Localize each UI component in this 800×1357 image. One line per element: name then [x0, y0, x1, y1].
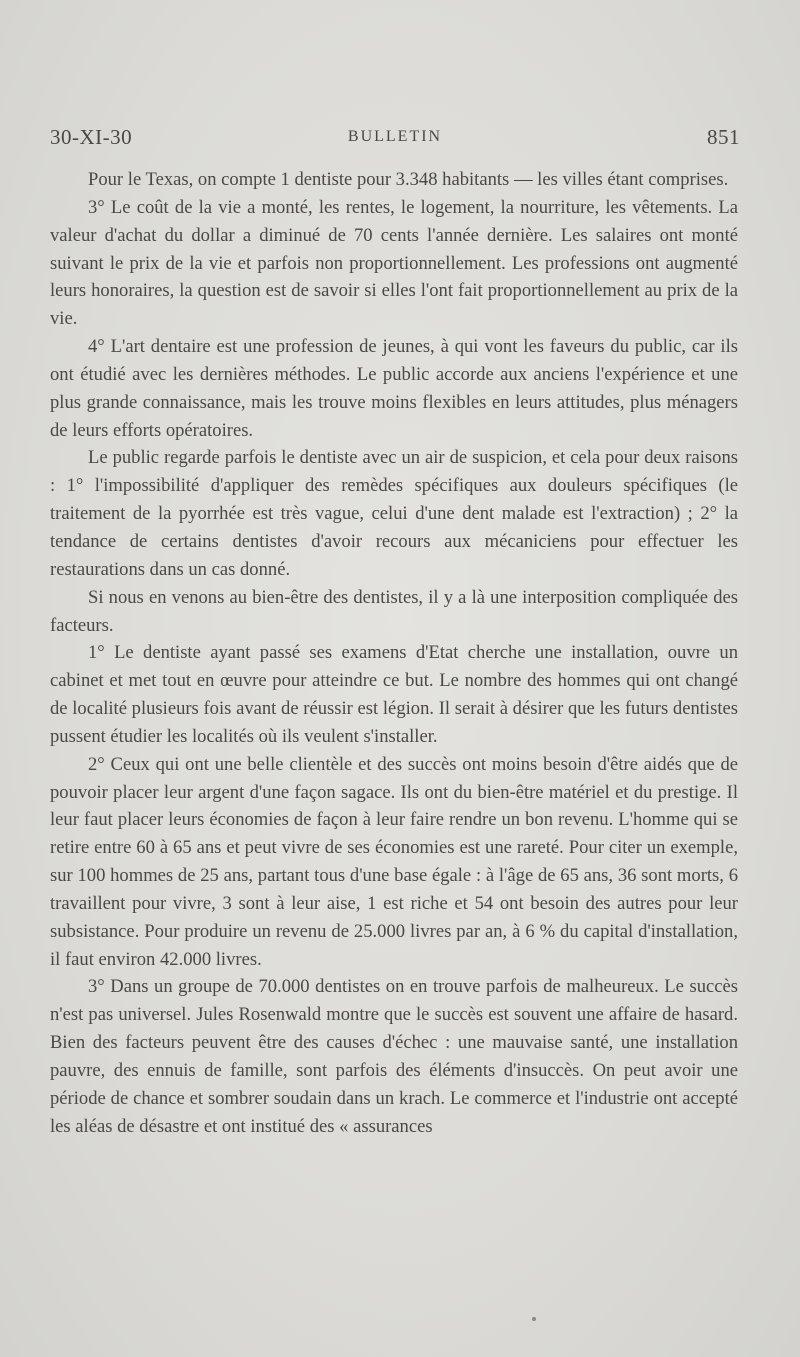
paragraph: 3° Dans un groupe de 70.000 dentistes on en trouve parfois de malheureux. Le succès n'est pas universel. Jules Rosenwald montre que le succès est souvent une affaire de hasard. Bien des facteurs peuvent être des causes d'échec : une mauvaise santé, une installation pauvre, des ennuis de famille, sont parfois des éléments d'insuccès. On peut avoir une période de chance et sombrer soudain dans un krach. Le commerce et l'industrie ont accepté les aléas de désastre et ont institué des « assurances — [50, 976, 738, 1137]
page-header — [50, 125, 740, 153]
paragraph: 2° Ceux qui ont une belle clientèle et des succès ont moins besoin d'être aidés que de pouvoir placer leur argent d'une façon sagace. Ils ont du bien-être matériel et du prestige. Il leur faut placer leurs économies de façon à leur faire rendre un bon revenu. L'homme qui se retire entre 60 à 65 ans et peut vivre de ses économies est une rareté. Pour citer un exemple, sur 100 hommes de 25 ans, partant tous d'une base égale : à l'âge de 65 ans, 36 sont morts, 6 travaillent pour vivre, 3 sont à leur aise, 1 est riche et 54 ont besoin des autres pour leur subsistance. Pour produire un revenu de 25.000 livres par an, à 6 % du capital d'installation, il faut environ 42.000 livres. — [50, 753, 738, 970]
paragraph: 1° Le dentiste ayant passé ses examens d'Etat cherche une installation, ouvre un cabinet et met tout en œuvre pour atteindre ce but. Le nombre des hommes qui ont changé de localité plusieurs fois avant de réussir est légion. Il serait à désirer que les futurs dentistes pussent étudier les localités où ils veulent s'installer. — [50, 642, 738, 747]
print-speck — [532, 1317, 536, 1321]
header-date: 30-XI-30 — [50, 125, 133, 149]
body-text — [50, 166, 738, 1141]
paragraph: Pour le Texas, on compte 1 dentiste pour 3.348 habitants — les villes étant comprises. — [88, 169, 729, 190]
paragraph: 4° L'art dentaire est une profession de jeunes, à qui vont les faveurs du public, car ils ont étudié avec les dernières méthodes. Le public accorde aux anciens l'expérience et une plus grande connaissance, mais les trouve moins flexibles en leurs attitudes, plus ménagers de leurs efforts opératoires. — [50, 336, 738, 441]
header-title: BULLETIN — [347, 128, 443, 145]
paragraph: Si nous en venons au bien-être des dentistes, il y a là une interposition compliquée des facteurs. — [50, 586, 738, 636]
paragraph: 3° Le coût de la vie a monté, les rentes, le logement, la nourriture, les vêtements. La valeur d'achat du dollar a diminué de 70 cents l'année dernière. Les salaires ont monté suivant le prix de la vie et parfois non proportionnellement. Les professions ont augmenté leurs honoraires, la question est de savoir si elles l'ont fait proportionnellement au prix de la vie. — [50, 196, 738, 330]
paragraph: Le public regarde parfois le dentiste avec un air de suspicion, et cela pour deux raisons : 1° l'impossibilité d'appliquer des remèdes spécifiques aux douleurs spécifiques (le traitement de la pyorrhée est très vague, celui d'une dent malade est l'extraction) ; 2° la tendance de certains dentistes d'avoir recours aux mécaniciens pour effectuer les restaurations dans un cas donné. — [50, 447, 738, 580]
page-number: 851 — [707, 125, 740, 149]
